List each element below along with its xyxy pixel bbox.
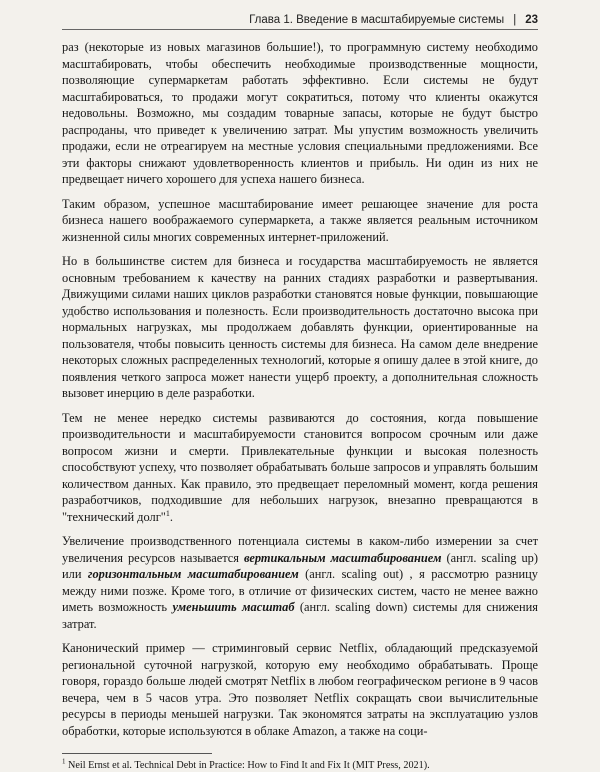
- paragraph-5-part-b: (англ. scaling up) или: [62, 550, 538, 581]
- paragraph-3: Но в большинстве систем для бизнеса и государства масштабируемость не является основным требованием к качеству на ранних стадиях разработки и развертывания. Движущими силами наших циклов разработки становятся новые функции, повышающие удобство использования и полезность. Если производительность достаточно высока при нормальных нагрузках, мы продолжаем добавлять функции, ориентированные на пользователя, чтобы повысить ценность системы для бизнеса. На самом деле внедрение некоторых сложных распределенных технологий, которые я опишу далее в этой книге, до появления четкого запроса может нанести ущерб проекту, а дополнительная сложность вызовет инерцию в деле разработки.: [62, 254, 538, 400]
- paragraph-5-part-c: (англ. scaling out) , я рассмотрю разницу между ними позже. Кроме того, в отличие от физических систем, часто не менее важно иметь возможность: [62, 567, 538, 614]
- term-horizontal-scaling: горизонтальным масштабированием: [87, 567, 299, 581]
- running-header: [62, 14, 538, 30]
- paragraph-5-part-d: (англ. scaling down) системы для снижения затрат.: [62, 600, 538, 631]
- header-separator: |: [513, 14, 517, 26]
- term-scale-down: уменьшить масштаб: [172, 600, 295, 614]
- paragraph-2: Таким образом, успешное масштабирование имеет решающее значение для роста бизнеса нашего воображаемого супермаркета, а также является реальным источником жизненной силы многих современных интернет-приложений.: [62, 196, 538, 244]
- paragraph-4-text: Тем не менее нередко системы развиваются до состояния, когда повышение производительности и масштабируемости становится вопросом срочным или даже вопросом жизни и смерти. Привлекательные функции и высокая полезность способствуют успеху, что позволяет обрабатывать больше запросов и управлять большим количеством данных. Как правило, это предвещает переломный момент, когда решения разработчиков, подходившие для небольших нагрузок, внезапно превращаются в "технический долг": [62, 410, 538, 524]
- paragraph-4: [62, 410, 538, 526]
- footnote-number: 1: [62, 757, 66, 766]
- chapter-title: Глава 1. Введение в масштабируемые системы: [249, 14, 505, 26]
- footnote-divider: [62, 753, 212, 754]
- paragraph-4-end: .: [169, 509, 173, 524]
- paragraph-5: [62, 533, 538, 632]
- paragraph-6: Канонический пример — стриминговый сервис Netflix, обладающий предсказуемой региональной суточной нагрузкой, которую ему необходимо обрабатывать. Проще говоря, гораздо больше людей смотрят Netflix в любом географическом регионе в 9 часов вечера, чем в 5 часов утра. Это позволяет Netflix сокращать свои вычислительные ресурсы в периоды меньшей нагрузки. Так экономятся затраты на эксплуатацию узлов обработки, которые используются в облаке Amazon, а также на соци-: [62, 641, 538, 738]
- page-number: 23: [525, 14, 538, 26]
- footnote-reference[interactable]: 1: [165, 508, 170, 518]
- paragraph-5-part-a: Увеличение производственного потенциала системы в каком-либо измерении за счет увеличения ресурсов называется: [62, 534, 538, 565]
- footnote-text: Neil Ernst et al. Technical Debt in Practice: How to Find It and Fix It (MIT Press, 2021).: [65, 760, 430, 771]
- footnote: [62, 759, 538, 772]
- paragraph-1: раз (некоторые из новых магазинов большие!), то программную систему необходимо масштабировать, чтобы обеспечить необходимые производственные мощности, позволяющие супермаркетам работать эффективно. Если системы не будут масштабироваться, то продажи могут сократиться, потому что клиенты окажутся недовольны. Возможно, мы создадим товарные запасы, которые не будут быстро распроданы, что приведет к увеличению затрат. Мы упустим возможность увеличить продажи, если не отреагируем на местные условия специальными предложениями. Все эти факторы снижают удовлетворенность клиентов и прибыль. Ни один из них не предвещает ничего хорошего для успеха нашего бизнеса.: [62, 40, 538, 186]
- term-vertical-scaling: вертикальным масштабированием: [243, 550, 442, 565]
